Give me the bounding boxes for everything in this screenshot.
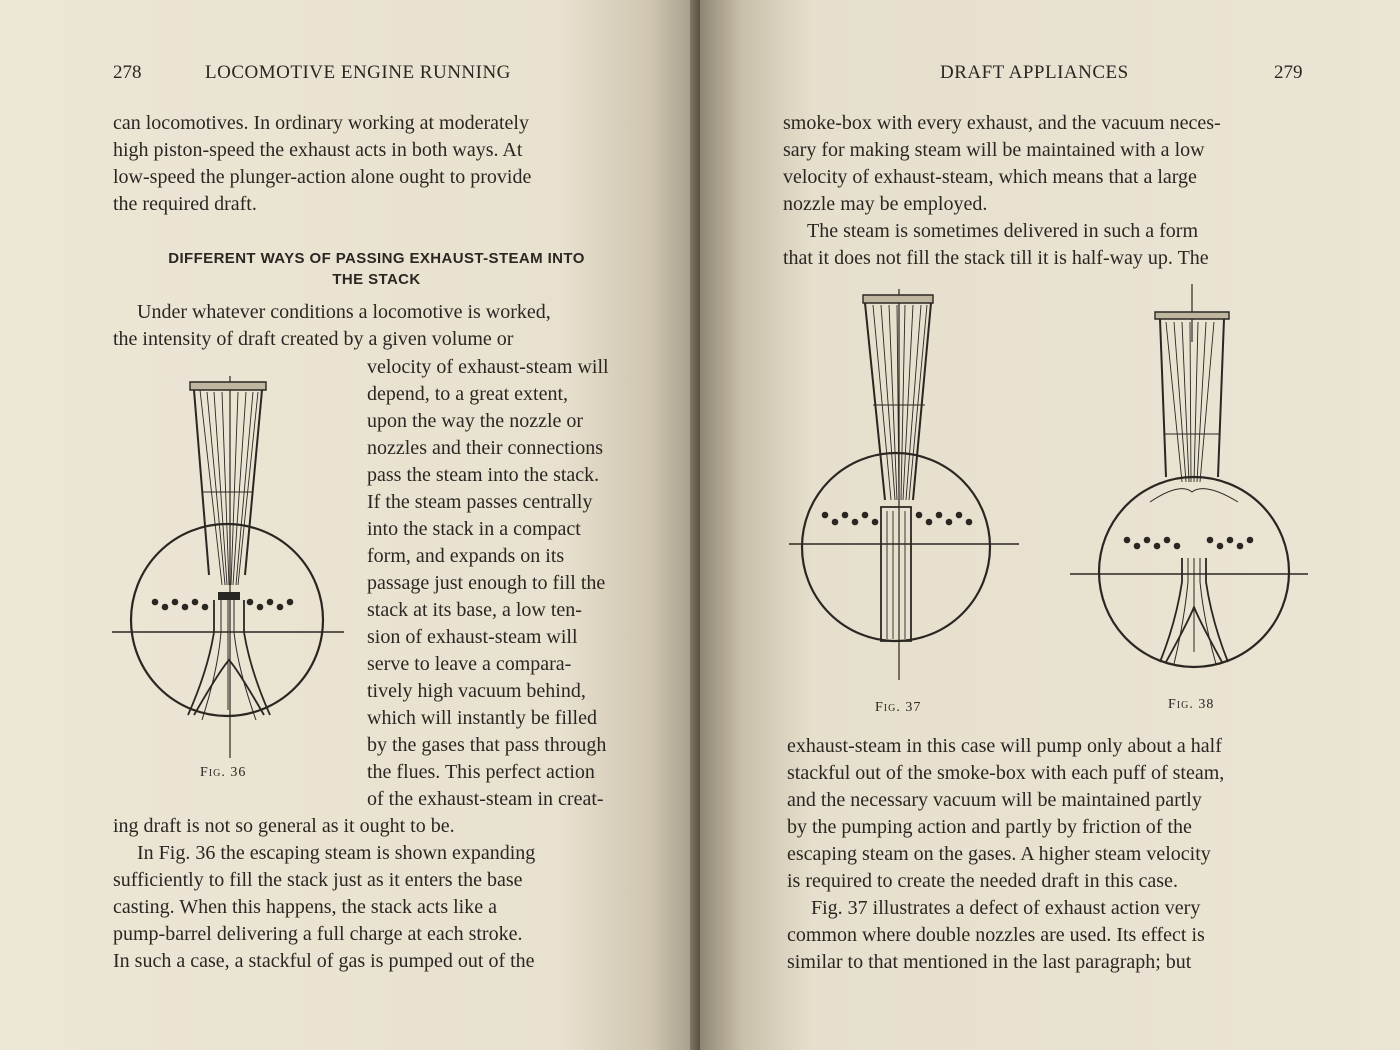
figure-36-illustration — [110, 370, 350, 765]
text-line: form, and expands on its — [367, 545, 565, 567]
figure-38-caption: Fig. 38 — [1168, 697, 1215, 712]
page-number: 279 — [1274, 62, 1303, 83]
text-line: The steam is sometimes delivered in such a form — [807, 220, 1199, 242]
running-head: LOCOMOTIVE ENGINE RUNNING — [205, 62, 511, 83]
text-line: stack at its base, a low ten- — [367, 599, 582, 621]
text-line: of the exhaust-steam in creat- — [367, 788, 604, 810]
text-line: into the stack in a compact — [367, 518, 581, 540]
text-line: common where double nozzles are used. Its effect is — [787, 924, 1205, 946]
text-line: exhaust-steam in this case will pump only about a half — [787, 735, 1222, 757]
text-line: In Fig. 36 the escaping steam is shown expanding — [137, 842, 536, 864]
wrapped-paragraph — [367, 354, 641, 813]
text-line: the intensity of draft created by a given volume or — [113, 328, 514, 350]
continued-paragraph — [783, 110, 1309, 272]
text-line: In such a case, a stackful of gas is pumped out of the — [113, 950, 535, 972]
gutter-shadow — [690, 0, 700, 1050]
text-line: velocity of exhaust-steam will — [367, 356, 609, 378]
text-line: that it does not fill the stack till it is half-way up. The — [783, 247, 1209, 269]
paragraph-lead — [113, 299, 640, 353]
text-line: Fig. 37 illustrates a defect of exhaust action very — [811, 897, 1201, 919]
text-line: which will instantly be filled — [367, 707, 597, 729]
text-line: stackful out of the smoke-box with each puff of steam, — [787, 762, 1225, 784]
section-heading-line: DIFFERENT WAYS OF PASSING EXHAUST-STEAM INTO — [168, 250, 585, 267]
text-line: nozzle may be employed. — [783, 193, 988, 215]
closing-paragraph — [113, 840, 642, 975]
text-line: sary for making steam will be maintained with a low — [783, 139, 1205, 161]
text-line: the flues. This perfect action — [367, 761, 595, 783]
text-line: the required draft. — [113, 193, 257, 215]
text-line: pass the steam into the stack. — [367, 464, 600, 486]
page-number: 278 — [113, 62, 142, 83]
text-line: and the necessary vacuum will be maintained partly — [787, 789, 1202, 811]
text-line: by the pumping action and partly by friction of the — [787, 816, 1192, 838]
text-line: passage just enough to fill the — [367, 572, 606, 594]
text-line: by the gases that pass through — [367, 734, 607, 756]
text-line: serve to leave a compara- — [367, 653, 572, 675]
figure-36-caption: Fig. 36 — [200, 765, 247, 780]
text-line: casting. When this happens, the stack acts like a — [113, 896, 497, 918]
section-heading-line: THE STACK — [332, 271, 421, 288]
figure-37-illustration — [785, 285, 1025, 685]
text-line: upon the way the nozzle or — [367, 410, 584, 432]
text-line: sion of exhaust-steam will — [367, 626, 578, 648]
section-heading — [113, 248, 640, 290]
figure-37-caption: Fig. 37 — [875, 700, 922, 715]
text-line: is required to create the needed draft in this case. — [787, 870, 1178, 892]
figure-38-illustration — [1070, 282, 1310, 682]
text-line: similar to that mentioned in the last paragraph; but — [787, 951, 1192, 973]
text-line: smoke-box with every exhaust, and the vacuum neces- — [783, 112, 1221, 134]
paragraph-end — [113, 813, 640, 840]
text-line: escaping steam on the gases. A higher steam velocity — [787, 843, 1211, 865]
right-page — [700, 0, 1400, 1050]
text-line: ing draft is not so general as it ought to be. — [113, 815, 455, 837]
text-line: tively high vacuum behind, — [367, 680, 586, 702]
text-line: can locomotives. In ordinary working at moderately — [113, 112, 529, 134]
text-line: pump-barrel delivering a full charge at each stroke. — [113, 923, 523, 945]
text-line: nozzles and their connections — [367, 437, 604, 459]
text-line: Under whatever conditions a locomotive is worked, — [137, 301, 551, 323]
opening-paragraph — [113, 110, 640, 218]
lower-paragraphs — [787, 733, 1309, 976]
running-head: DRAFT APPLIANCES — [940, 62, 1129, 83]
text-line: low-speed the plunger-action alone ought to provide — [113, 166, 532, 188]
text-line: high piston-speed the exhaust acts in both ways. At — [113, 139, 523, 161]
text-line: If the steam passes centrally — [367, 491, 593, 513]
text-line: velocity of exhaust-steam, which means that a large — [783, 166, 1197, 188]
text-line: sufficiently to fill the stack just as it enters the base — [113, 869, 523, 891]
text-line: depend, to a great extent, — [367, 383, 569, 405]
